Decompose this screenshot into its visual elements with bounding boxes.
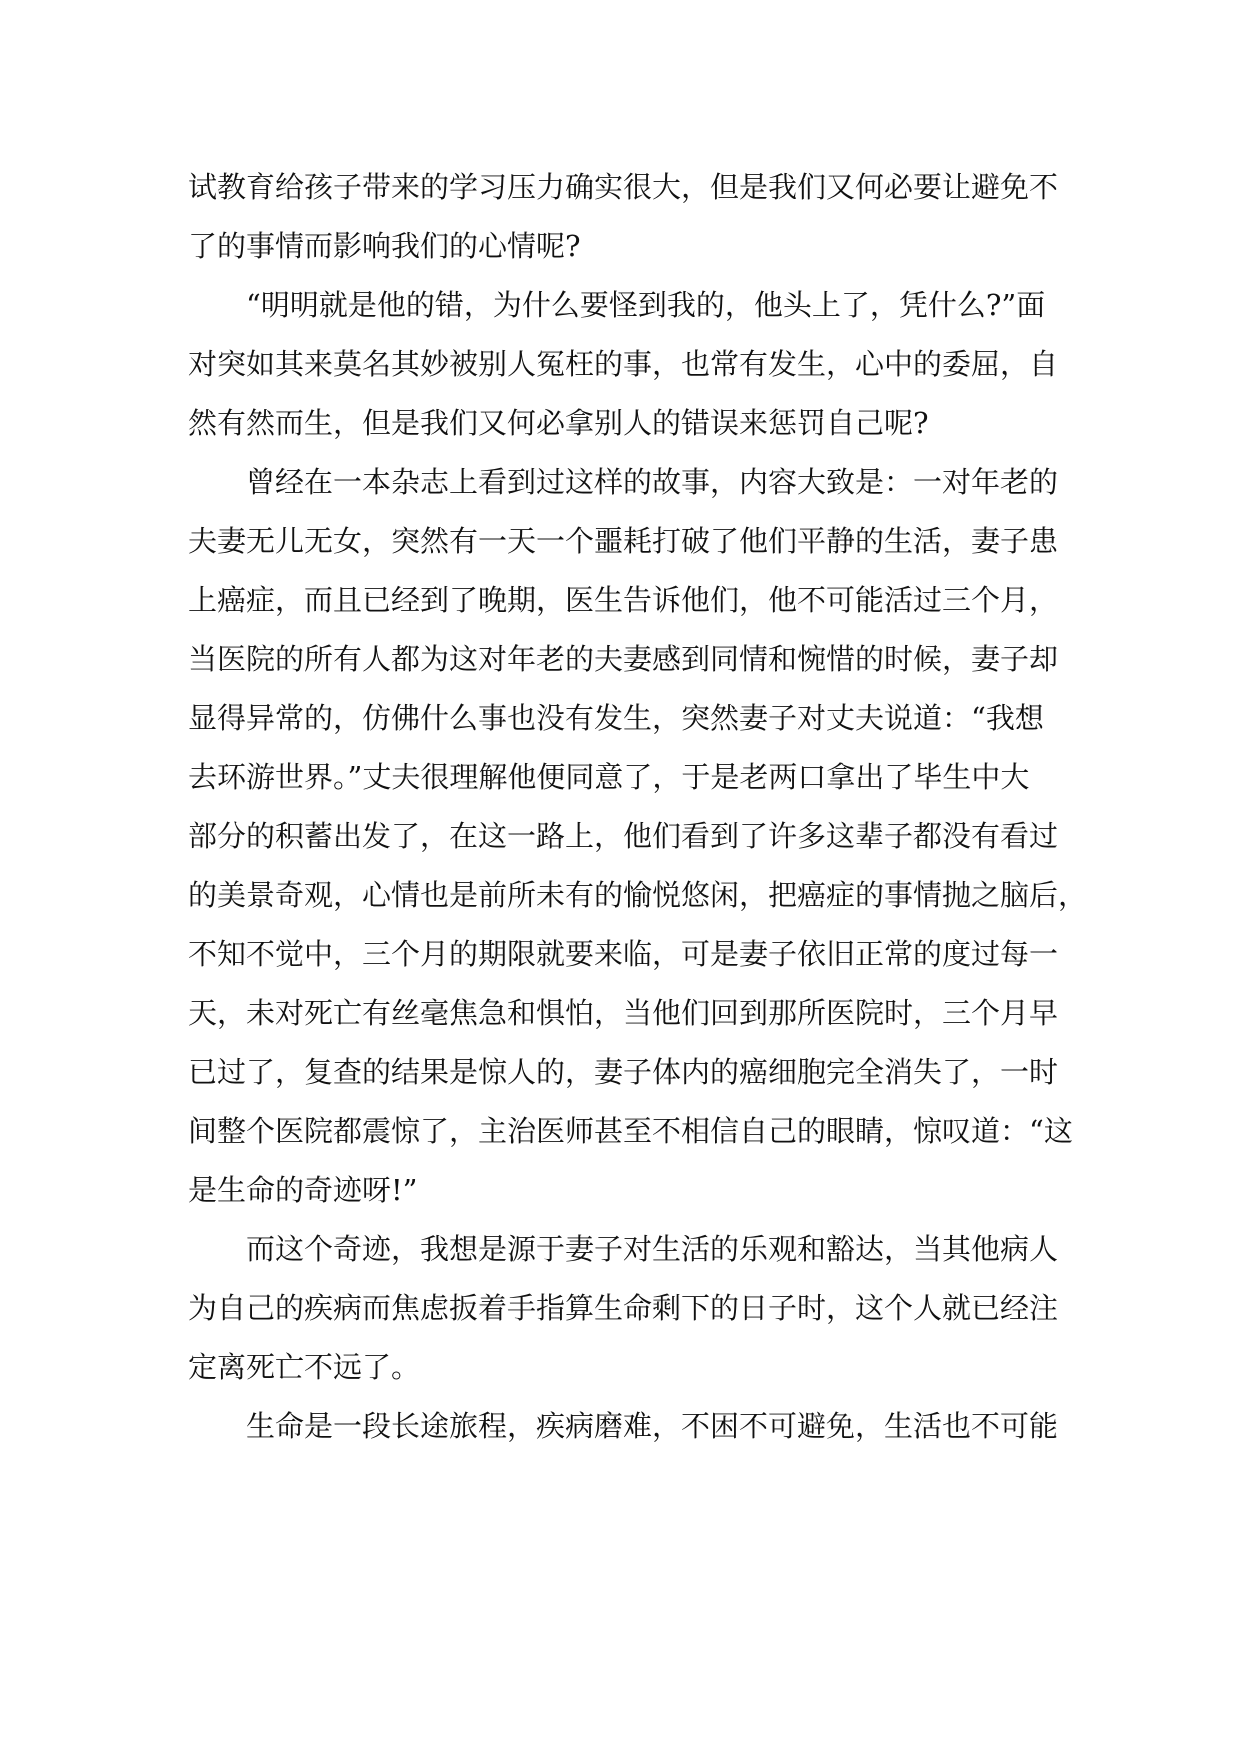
text-line: 已过了，复查的结果是惊人的，妻子体内的癌细胞完全消失了，一时: [188, 1055, 1059, 1089]
text-line: 显得异常的，仿佛什么事也没有发生，突然妻子对丈夫说道：“我想: [188, 701, 1044, 735]
paragraph: [188, 453, 1088, 1220]
text-line: 是生命的奇迹呀!”: [188, 1173, 418, 1207]
text-line: 为自己的疾病而焦虑扳着手指算生命剩下的日子时，这个人就已经注: [188, 1291, 1059, 1325]
text-line: 间整个医院都震惊了，主治医师甚至不相信自己的眼睛，惊叹道：“这: [188, 1114, 1073, 1148]
document-body: [188, 158, 1088, 1456]
text-line: 而这个奇迹，我想是源于妻子对生活的乐观和豁达，当其他病人: [246, 1232, 1059, 1266]
text-line: 上癌症，而且已经到了晚期，医生告诉他们，他不可能活过三个月，: [188, 583, 1059, 617]
text-line: 了的事情而影响我们的心情呢?: [188, 229, 581, 263]
paragraph: [188, 276, 1058, 453]
text-line: 对突如其来莫名其妙被别人冤枉的事，也常有发生，心中的委屈，自: [188, 347, 1059, 381]
text-line: 去环游世界。”丈夫很理解他便同意了，于是老两口拿出了毕生中大: [188, 760, 1030, 794]
paragraph: [188, 1397, 1058, 1456]
text-line: 然有然而生，但是我们又何必拿别人的错误来惩罚自己呢?: [188, 406, 929, 440]
text-line: 试教育给孩子带来的学习压力确实很大，但是我们又何必要让避免不: [188, 170, 1059, 204]
text-line: 部分的积蓄出发了，在这一路上，他们看到了许多这辈子都没有看过: [188, 819, 1059, 853]
paragraph: [188, 1220, 1058, 1397]
text-line: 的美景奇观，心情也是前所未有的愉悦悠闲，把癌症的事情抛之脑后，: [188, 878, 1088, 912]
text-line: 曾经在一本杂志上看到过这样的故事，内容大致是：一对年老的: [246, 465, 1059, 499]
text-line: 天，未对死亡有丝毫焦急和惧怕，当他们回到那所医院时，三个月早: [188, 996, 1059, 1030]
text-line: 当医院的所有人都为这对年老的夫妻感到同情和惋惜的时候，妻子却: [188, 642, 1059, 676]
text-line: 生命是一段长途旅程，疾病磨难，不困不可避免，生活也不可能: [246, 1409, 1059, 1443]
paragraph: [188, 158, 1058, 276]
text-line: “明明就是他的错，为什么要怪到我的，他头上了，凭什么?”面: [246, 288, 1046, 322]
text-line: 不知不觉中，三个月的期限就要来临，可是妻子依旧正常的度过每一: [188, 937, 1059, 971]
text-line: 定离死亡不远了。: [188, 1350, 421, 1384]
text-line: 夫妻无儿无女，突然有一天一个噩耗打破了他们平静的生活，妻子患: [188, 524, 1059, 558]
